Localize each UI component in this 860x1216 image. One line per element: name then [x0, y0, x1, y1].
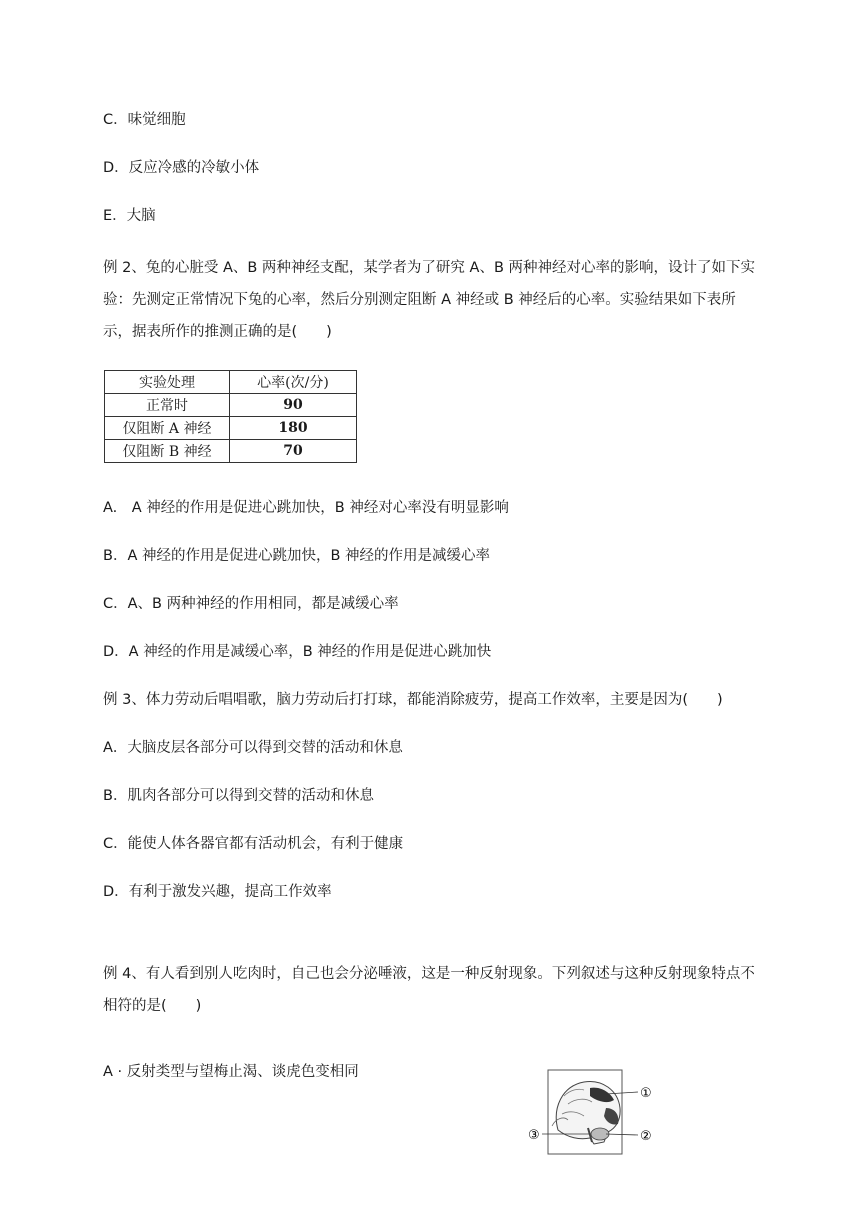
q2-option-c: C．A、B 两种神经的作用相同，都是减缓心率 [103, 596, 399, 612]
q2-option-b: B．A 神经的作用是促进心跳加快，B 神经的作用是减缓心率 [103, 548, 491, 564]
table-cell-value: 90 [230, 394, 357, 417]
table-cell-value: 70 [230, 440, 357, 463]
table-cell-label: 正常时 [105, 394, 230, 417]
q3-option-c: C．能使人体各器官都有活动机会，有利于健康 [103, 836, 404, 852]
q2-option-a: A. A 神经的作用是促进心跳加快，B 神经对心率没有明显影响 [103, 500, 509, 516]
q2-option-d: D．A 神经的作用是减缓心率，B 神经的作用是促进心跳加快 [103, 644, 492, 660]
table-header-cell: 心率(次/分) [230, 371, 357, 394]
table-row [105, 440, 357, 463]
q3-option-b: B．肌肉各部分可以得到交替的活动和休息 [103, 788, 374, 804]
label-two: ② [640, 1129, 652, 1144]
table-row [105, 394, 357, 417]
q1-option-c: C．味觉细胞 [103, 112, 186, 128]
table-cell-label: 仅阻断 B 神经 [105, 440, 230, 463]
label-three: ③ [528, 1128, 540, 1143]
q3-option-d: D．有利于激发兴趣，提高工作效率 [103, 884, 332, 900]
q3-stem: 例 3、体力劳动后唱唱歌，脑力劳动后打打球，都能消除疲劳，提高工作效率，主要是因为( ) [103, 692, 723, 708]
q4-option-a: A · 反射类型与望梅止渴、谈虎色变相同 [103, 1064, 359, 1080]
label-line-two [606, 1134, 638, 1135]
table-row [105, 417, 357, 440]
table-cell-value: 180 [230, 417, 357, 440]
brain-diagram [528, 1068, 668, 1156]
table-header-row [105, 371, 357, 394]
q3-option-a: A．大脑皮层各部分可以得到交替的活动和休息 [103, 740, 403, 756]
table-cell-label: 仅阻断 A 神经 [105, 417, 230, 440]
experiment-table [104, 370, 357, 463]
label-one: ① [640, 1086, 652, 1101]
q1-option-e: E．大脑 [103, 208, 156, 224]
q2-stem: 例 2、兔的心脏受 A、B 两种神经支配，某学者为了研究 A、B 两种神经对心率的影响，设计了如下实验：先测定正常情况下兔的心率，然后分别测定阻断 A 神经或 B 神经后的心率。实验结果如下表所示，据表所作的推测正确的是( ) [103, 260, 756, 340]
q1-option-d: D．反应冷感的冷敏小体 [103, 160, 260, 176]
table-header-cell: 实验处理 [105, 371, 230, 394]
q4-stem: 例 4、有人看到别人吃肉时，自己也会分泌唾液，这是一种反射现象。下列叙述与这种反射现象特点不相符的是( ) [103, 966, 755, 1014]
